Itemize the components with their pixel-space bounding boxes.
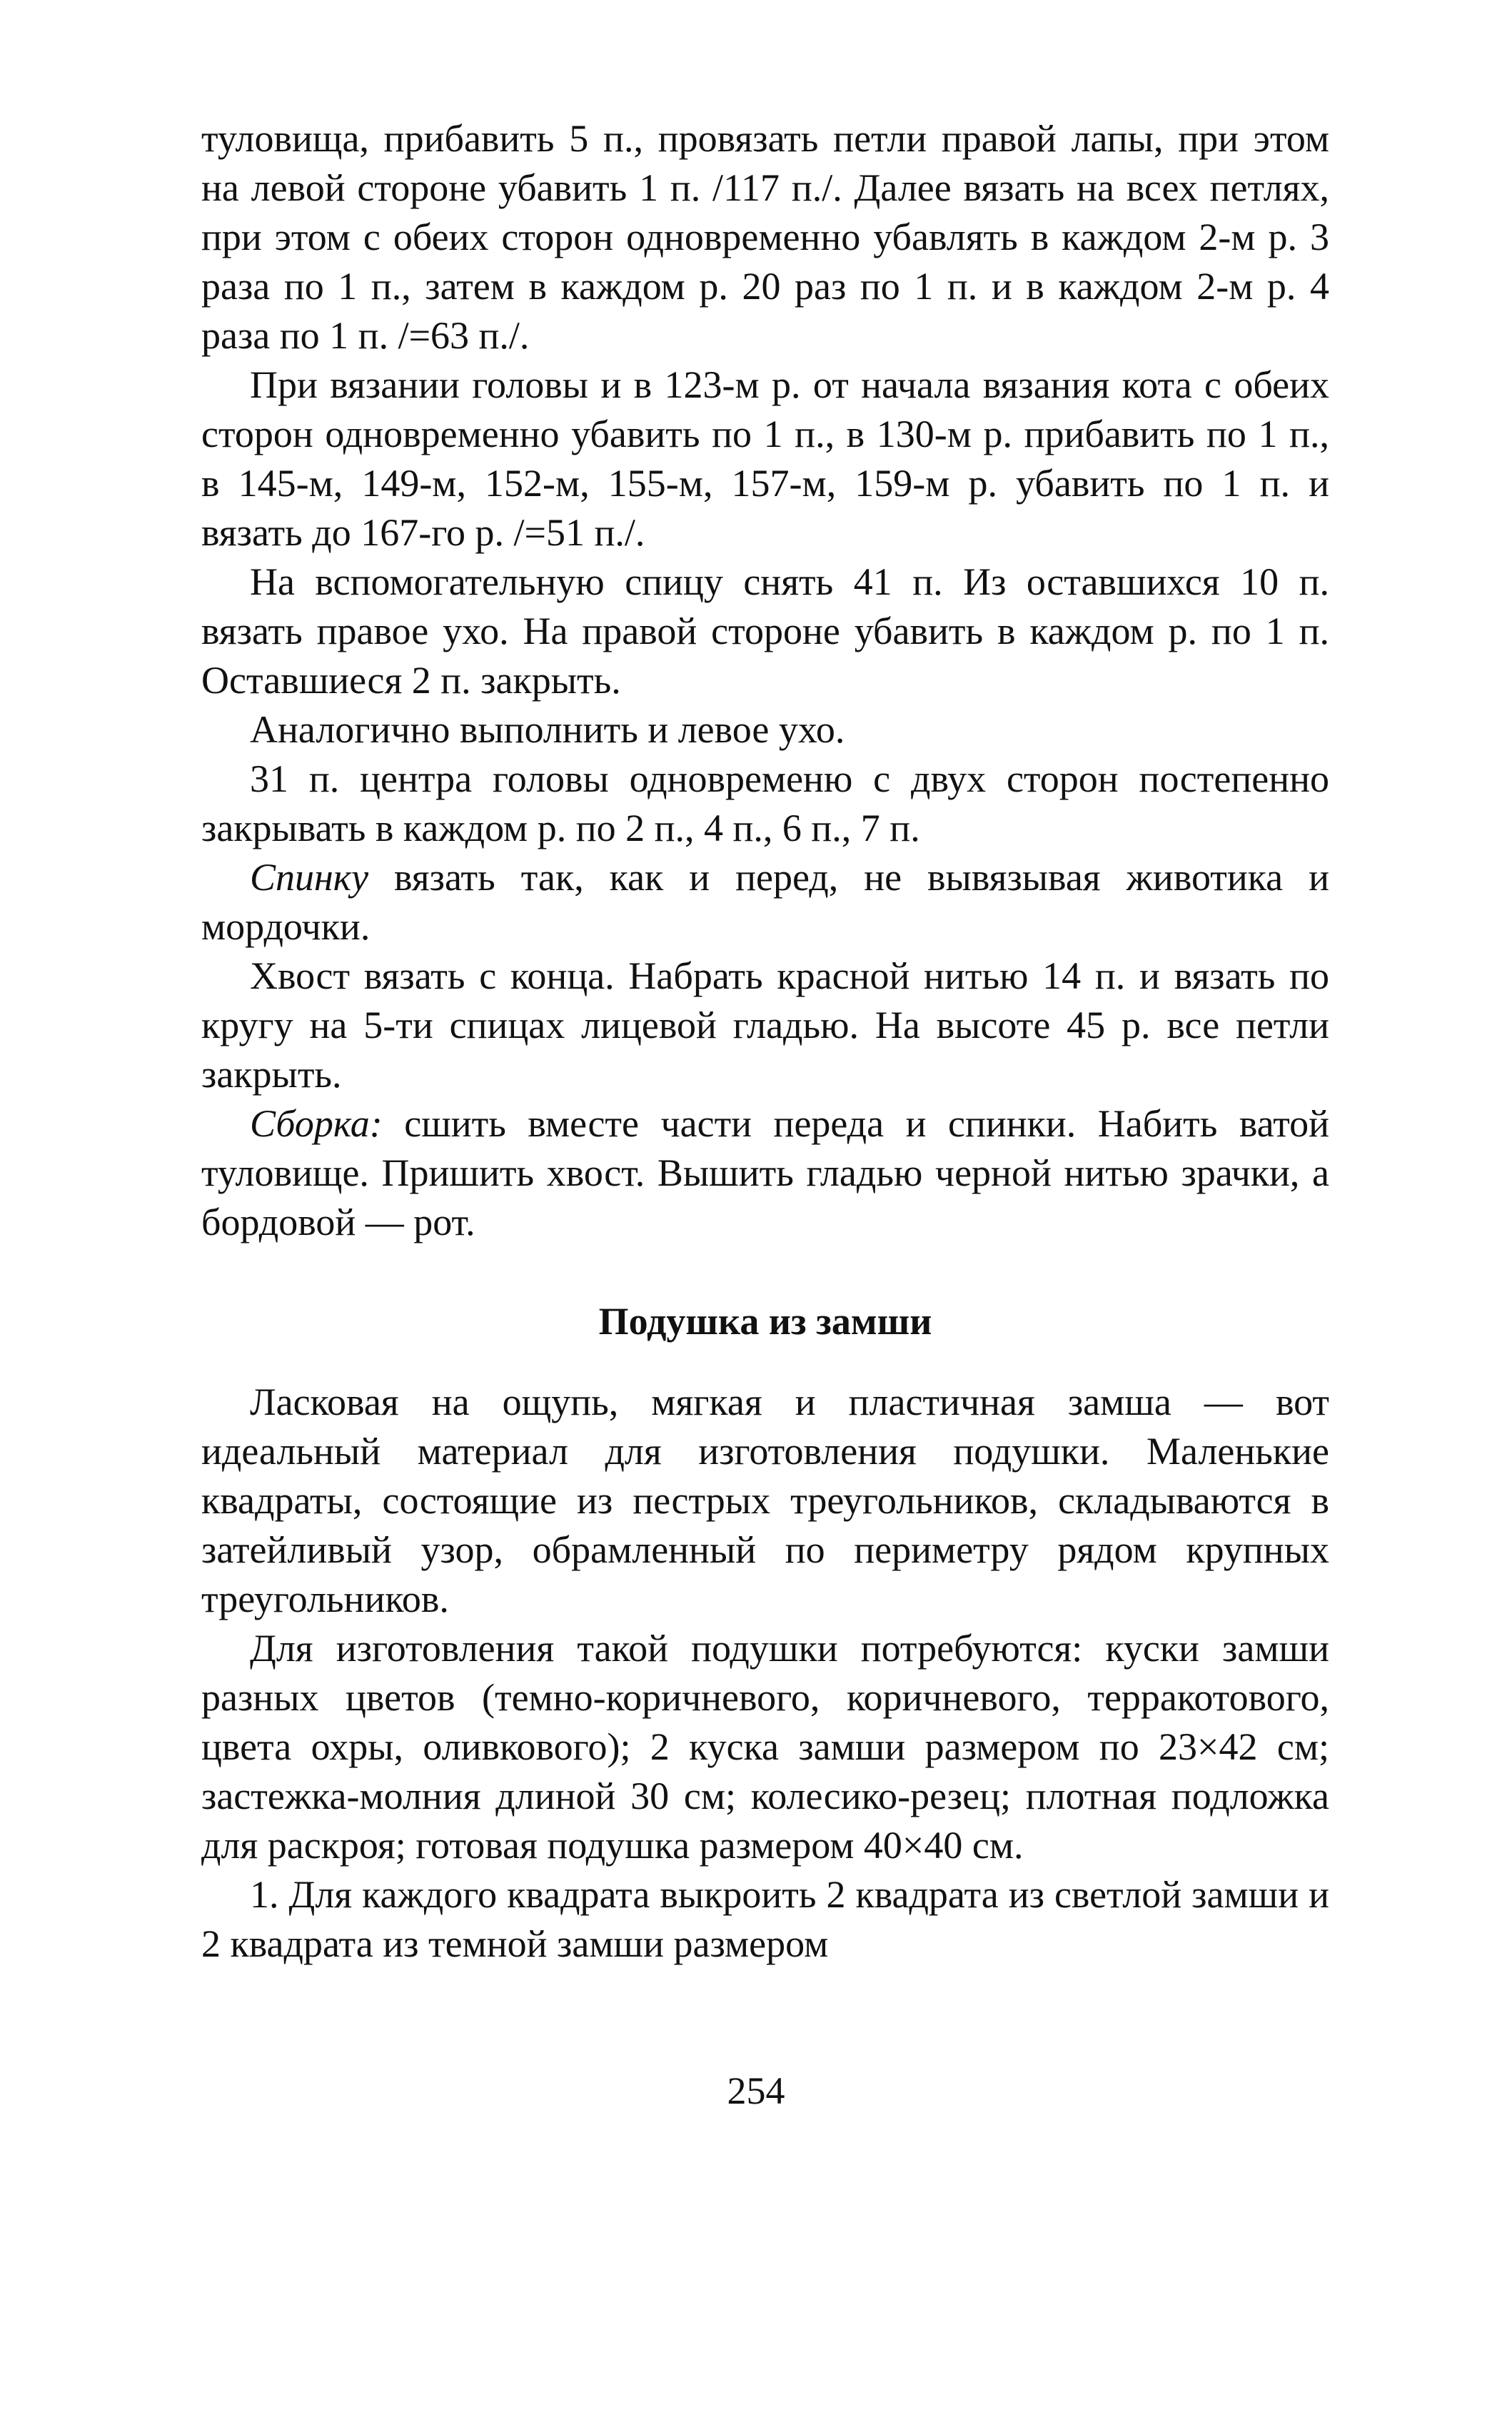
paragraph-head-center: 31 п. центра головы одновременю с двух сторон постепенно закрывать в каждом р. по 2 п., 4 п., 6 п., 7 п. [201, 757, 1329, 849]
paragraph-tail: Хвост вязать с конца. Набрать красной нитью 14 п. и вязать по кругу на 5-ти спицах лицевой гладью. На высоте 45 р. все петли закрыть. [201, 954, 1329, 1096]
page-number: 254 [727, 2069, 785, 2112]
back-label: Спинку [250, 856, 369, 899]
assembly-text: сшить вместе части переда и спинки. Набить ватой туловище. Пришить хвост. Вышить гладью черной нитью зрачки, а бордовой — рот. [201, 1102, 1329, 1243]
paragraph-continuation: туловища, прибавить 5 п., провязать петли правой лапы, при этом на левой стороне убавить 1 п. /117 п./. Далее вязать на всех петлях, при этом с обеих сторон одновременно убавлять в каждом 2-м р. 3 раза по 1 п., затем в каждом р. 20 раз по 1 п. и в каждом 2-м р. 4 раза по 1 п. /=63 п./. [201, 117, 1329, 357]
assembly-label: Сборка: [250, 1102, 383, 1145]
paragraph-back [201, 853, 1329, 952]
back-text: вязать так, как и перед, не вывязывая животика и мордочки. [201, 856, 1329, 948]
paragraph-head-knitting: При вязании головы и в 123-м р. от начала вязания кота с обеих сторон одновременно убавить по 1 п., в 130-м р. прибавить по 1 п., в 145-м, 149-м, 152-м, 155-м, 157-м, 159-м р. убавить по 1 п. и вязать до 167-го р. /=51 п./. [201, 363, 1329, 554]
paragraph-intro: Ласковая на ощупь, мягкая и пластичная замша — вот идеальный материал для изготовления подушки. Маленькие квадраты, состоящие из пестрых треугольников, складываются в затейливый узор, обрамленный по периметру рядом крупных треугольников. [201, 1381, 1329, 1620]
page-body [201, 114, 1329, 1969]
section-heading: Подушка из замши [598, 1300, 932, 1343]
paragraph-left-ear: Аналогично выполнить и левое ухо. [250, 708, 845, 751]
paragraph-step-1: 1. Для каждого квадрата выкроить 2 квадрата из светлой замши и 2 квадрата из темной замши размером [201, 1873, 1329, 1965]
paragraph-materials: Для изготовления такой подушки потребуются: куски замши разных цветов (темно-коричневого, коричневого, терракотового, цвета охры, оливкового); 2 куска замши размером по 23×42 см; застежка-молния длиной 30 см; колесико-резец; плотная подложка для раскроя; готовая подушка размером 40×40 см. [201, 1627, 1329, 1867]
paragraph-right-ear: На вспомогательную спицу снять 41 п. Из оставшихся 10 п. вязать правое ухо. На правой стороне убавить в каждом р. по 1 п. Оставшиеся 2 п. закрыть. [201, 560, 1329, 702]
paragraph-assembly [201, 1099, 1329, 1247]
